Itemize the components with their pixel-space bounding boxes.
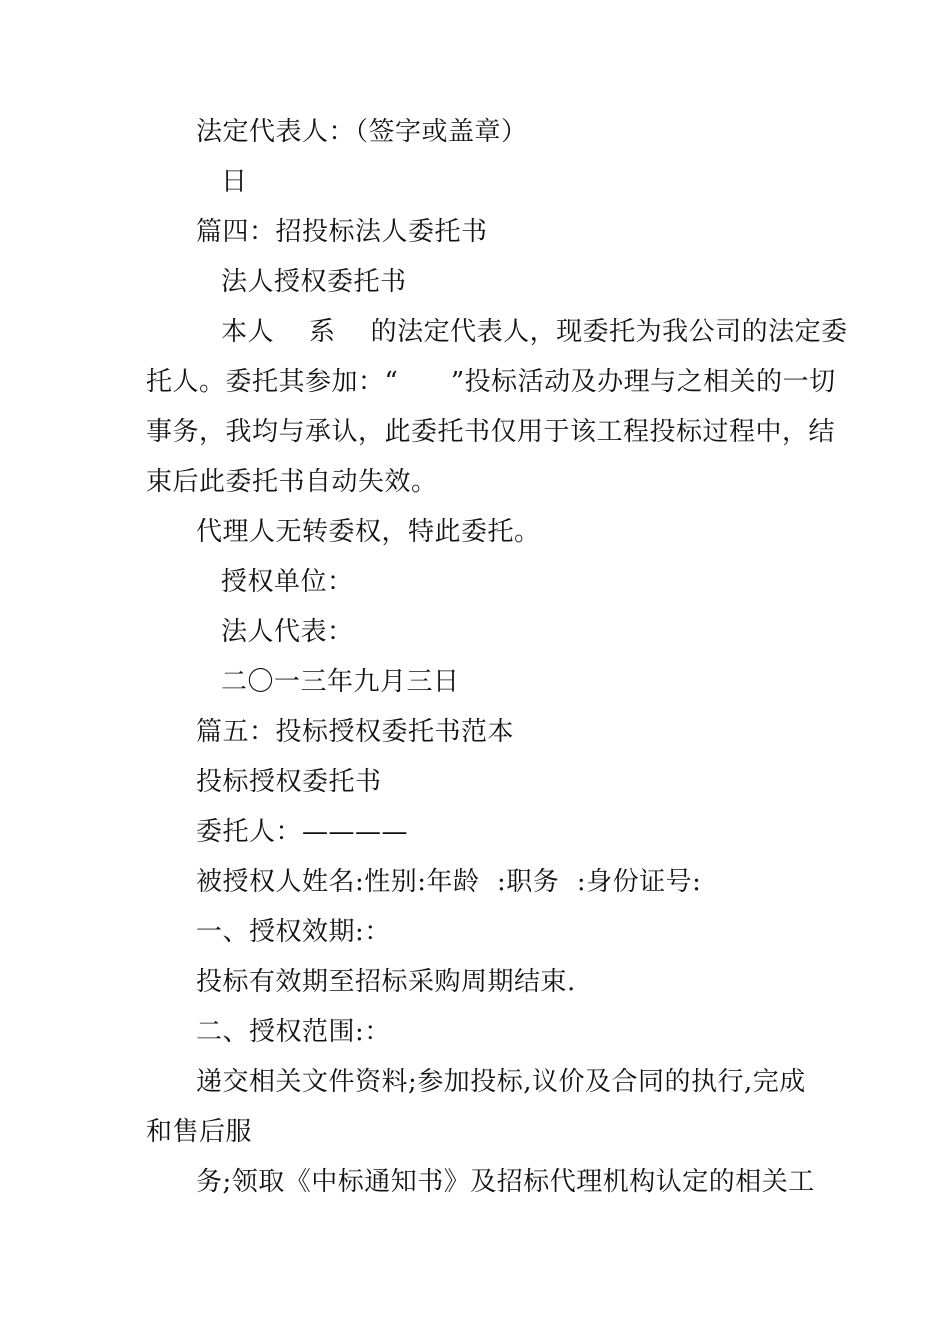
date-line: 日	[221, 167, 248, 197]
subheading-scope: 二、授权范围:：	[196, 1017, 391, 1047]
legal-representative-label: 法人代表：	[221, 617, 354, 647]
authorized-person-fields: 被授权人姓名:性别:年龄 :职务 :身份证号:	[196, 867, 702, 897]
authorizing-unit-label: 授权单位：	[221, 567, 354, 597]
paragraph-line: 本人 系 的法定代表人，现委托为我公司的法定委	[221, 317, 848, 347]
paragraph-line: 务;领取《中标通知书》及招标代理机构认定的相关工	[196, 1167, 815, 1197]
paragraph-line: 事务，我均与承认，此委托书仅用于该工程投标过程中，结	[146, 417, 836, 447]
signature-line: 法定代表人：（签字或盖章）	[196, 117, 528, 147]
letter-title: 投标授权委托书	[196, 767, 382, 797]
paragraph-line: 束后此委托书自动失效。	[146, 467, 438, 497]
principal-line: 委托人：————	[196, 817, 409, 847]
section-heading-5: 篇五：投标授权委托书范本	[196, 717, 515, 747]
paragraph-line: 托人。委托其参加：“ ”投标活动及办理与之相关的一切	[146, 367, 836, 397]
paragraph-line: 和售后服	[146, 1117, 253, 1147]
subheading-validity: 一、授权效期:：	[196, 917, 391, 947]
paragraph-line: 代理人无转委权，特此委托。	[196, 517, 541, 547]
section-heading-4: 篇四：招投标法人委托书	[196, 217, 488, 247]
paragraph-line: 投标有效期至招标采购周期结束.	[196, 967, 576, 997]
paragraph-line: 递交相关文件资料;参加投标,议价及合同的执行,完成	[196, 1067, 806, 1097]
letter-date: 二〇一三年九月三日	[221, 667, 460, 697]
letter-title: 法人授权委托书	[221, 267, 407, 297]
